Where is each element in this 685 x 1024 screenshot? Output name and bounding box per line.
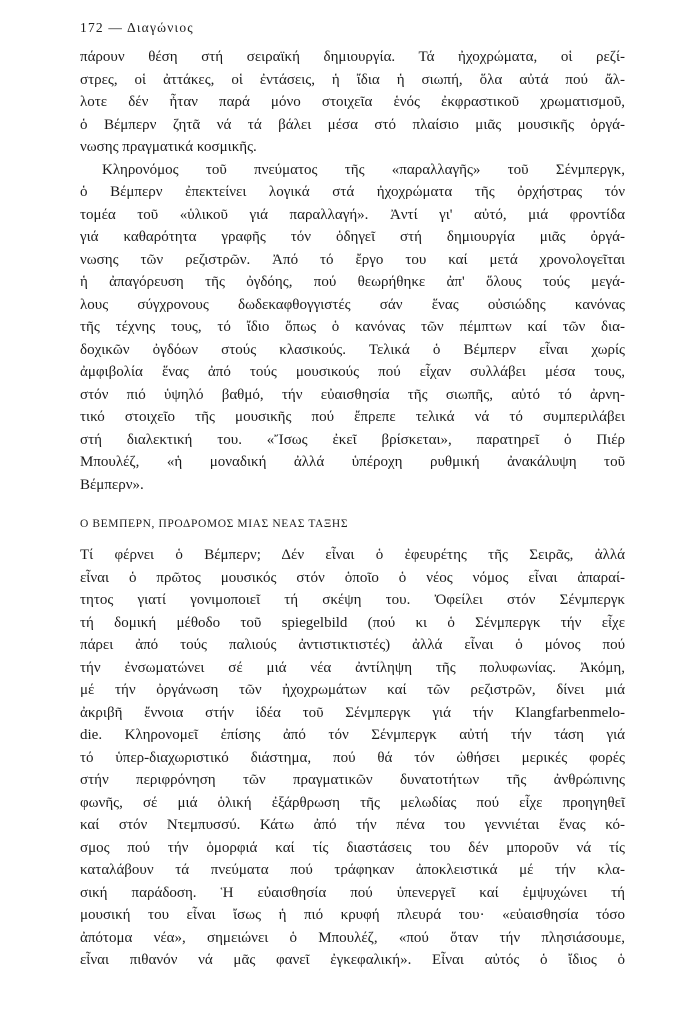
text-line: τό ὑπερ-διαχωριστικό διάστημα, πού θά τόν ὠθήσει μερικές φορές [80, 749, 625, 766]
text-line: λοτε δέν ἦταν παρά μόνο στοιχεῖα ἑνός ἐκφραστικοῦ χρωματισμοῦ, [80, 94, 625, 110]
section-heading: Ο ΒΕΜΠΕΡΝ, ΠΡΟΔΡΟΜΟΣ ΜΙΑΣ ΝΕΑΣ ΤΑΞΗΣ [80, 518, 349, 530]
text-line: τητος γιατί γονιμοποιεῖ τή σκέψη του. Ὀφείλει στόν Σένμπεργκ [80, 592, 625, 608]
text-line: die. Κληρονομεῖ ἐπίσης ἀπό τόν Σένμπεργκ αὐτή τήν τάση γιά [80, 727, 625, 743]
text-line: καί στόν Ντεμπυσσύ. Κάτω ἀπό τήν πένα του γεννιέται ἕνας κό- [80, 817, 625, 833]
text-line: Βέμπερν». [80, 476, 144, 493]
text-line: ὁ Βέμπερν ζητᾶ νά τά βάλει μέσα στό πλαίσιο μιᾶς μουσικῆς ὀργά- [80, 116, 625, 133]
text-line: ἀπότομα νέα», σημειώνει ὁ Μπουλέζ, «πού ὅταν τήν πλησιάσουμε, [80, 929, 625, 946]
text-line: τήν ἐνσωματώνει σέ μιά νέα ἀντίληψη τῆς πολυφωνίας. Ἀκόμη, [80, 659, 625, 676]
text-line: στήν περιφρόνηση τῶν πραγματικῶν δυνατοτήτων τῆς ἀνθρώπινης [80, 772, 625, 788]
paragraph [80, 159, 625, 497]
text-line: ἀμφιβολία ἕνας ἀπό τούς μουσικούς πού εἶχαν συλλάβει μέσα τους, [80, 364, 625, 380]
book-page [80, 18, 625, 972]
text-line: σική παράδοση. Ἡ εὐαισθησία πού ὑπενεργεῖ καί ἐμψυχώνει τή [80, 884, 625, 901]
text-line: μουσική του εἶναι ἴσως ἡ πιό κρυφή πλευρά του· «εὐαισθησία τόσο [80, 907, 625, 923]
section-paragraph [80, 544, 625, 972]
text-line: νωσης πραγματικά κοσμικῆς. [80, 139, 257, 155]
text-line: τῆς τέχνης τους, τό ἴδιο ὅπως ὁ κανόνας τῶν πέμπτων καί τῶν δια- [80, 319, 625, 335]
text-line: στρες, οἱ ἀττάκες, οἱ ἐντάσεις, ἡ ἴδια ἡ σιωπή, ὅλα αὐτά πού ἄλ- [80, 71, 625, 88]
text-line: δοχικῶν ὀγδόων στούς κλασικούς. Τελικά ὁ Βέμπερν εἶναι χωρίς [80, 341, 625, 358]
text-line: ὁ Βέμπερν ἐπεκτείνει λογικά στά ἠχοχρώματα τῆς ὀρχήστρας τόν [80, 184, 625, 200]
text-line: νωσης τῶν ρεζιστρῶν. Ἀπό τό ἔργο του καί μετά χρονολογεῖται [80, 251, 625, 268]
text-line: Τί φέρνει ὁ Βέμπερν; Δέν εἶναι ὁ ἐφευρέτης τῆς Σειρᾶς, ἀλλά [80, 547, 625, 563]
text-line: καταλάβουν τά πνεύματα πού τράφηκαν ἀποκλειστικά μέ τήν κλα- [80, 862, 625, 878]
text-line: πάρει ἀπό τούς παλιούς ἀντιστικτιστές) ἀλλά εἶναι ὁ μόνος πού [80, 637, 625, 653]
text-line: εἶναι ὁ πρῶτος μουσικός στόν ὁποῖο ὁ νέος νόμος εἶναι ἀπαραί- [80, 569, 625, 586]
text-line: στόν πιό ὑψηλό βαθμό, τήν εὐαισθησία τῆς σιωπῆς, αὐτό τό ἀρνη- [80, 386, 625, 403]
text-line: τικό στοιχεῖο τῆς μουσικῆς πού ἔπρεπε τελικά νά τό συμπεριλάβει [80, 409, 625, 425]
text-line: λους σύγχρονους δωδεκαφθογγιστές σάν ἕνας οὐσιώδης κανόνας [80, 296, 625, 313]
text-line: γιά καθαρότητα γραφῆς τόν ὁδηγεῖ στή δημιουργία μιᾶς ὀργά- [80, 229, 625, 245]
text-line: στή διαλεκτική του. «Ἴσως ἐκεῖ βρίσκεται», παρατηρεῖ ὁ Πιέρ [80, 431, 625, 448]
text-line: ἀκριβῆ ἔννοια στήν ἰδέα τοῦ Σένμπεργκ γιά τήν Klangfarbenmelo- [80, 704, 625, 721]
text-line: μέ τήν ὀργάνωση τῶν ἠχοχρωμάτων καί τῶν ρεζιστρῶν, δίνει μιά [80, 682, 625, 698]
text-line: φωνῆς, σέ μιά ὁλική ἐξάρθρωση τῆς μελωδίας πού εἶχε προηγηθεῖ [80, 794, 625, 811]
text-line: πάρουν θέση στή σειραϊκή δημιουργία. Τά ἠχοχρώματα, οἱ ρεζί- [80, 49, 625, 65]
paragraph-continuation [80, 46, 625, 159]
text-line: Μπουλέζ, «ἡ μοναδική ἀλλά ὑπέροχη ρυθμική ἀνακάλυψη τοῦ [80, 454, 625, 470]
running-head: 172 — Διαγώνιος [80, 20, 194, 35]
text-line: εἶναι πιθανόν νά μᾶς φανεῖ ἐγκεφαλική». Εἶναι αὐτός ὁ ἴδιος ὁ [80, 952, 625, 968]
text-line: τομέα τοῦ «ὑλικοῦ γιά παραλλαγή». Ἀντί γι' αὐτό, μιά φροντίδα [80, 206, 625, 223]
text-line: τή δομική μέθοδο τοῦ spiegelbild (πού κι ὁ Σένμπεργκ τήν εἶχε [80, 614, 625, 631]
text-line: σμος πού τήν ὁμορφιά καί τίς διαστάσεις του δέν μποροῦν νά τίς [80, 839, 625, 856]
text-line: Κληρονόμος τοῦ πνεύματος τῆς «παραλλαγῆς» τοῦ Σένμπεργκ, [102, 161, 625, 178]
text-line: ἡ ἀπαγόρευση τῆς ὀγδόης, πού θεωρήθηκε ἀπ' ὅλους τούς μεγά- [80, 274, 625, 290]
